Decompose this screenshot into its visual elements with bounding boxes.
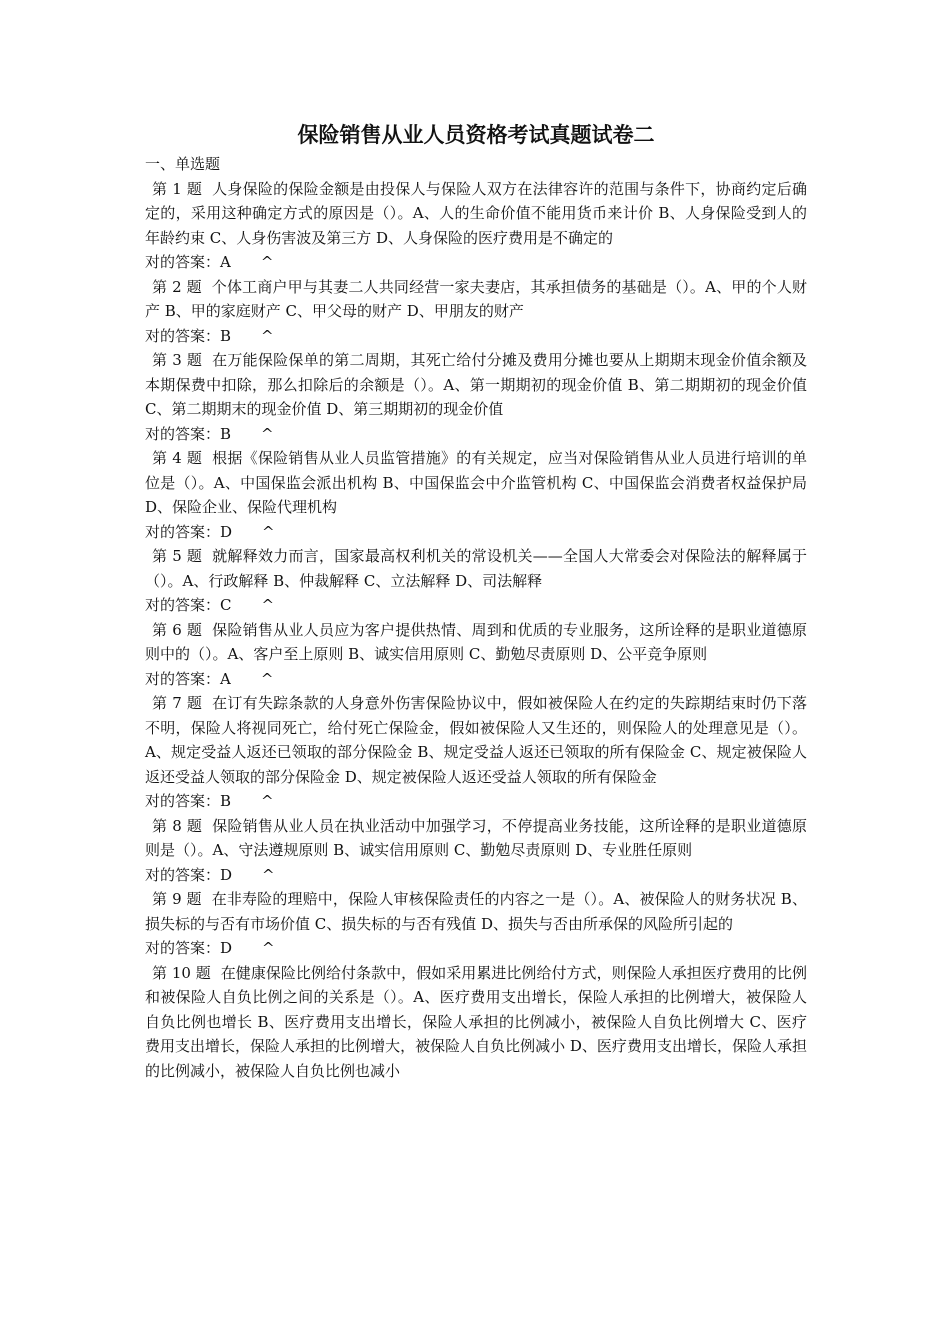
question-8 bbox=[145, 814, 807, 863]
answer-1 bbox=[145, 250, 807, 275]
question-text: 在非寿险的理赔中，保险人审核保险责任的内容之一是（）。A、被保险人的财务状况 B、损失标的与否有市场价值 C、损失标的与否有残值 D、损失与否由所承保的风险所引起的 bbox=[145, 890, 807, 933]
question-number: 第 7 题 bbox=[152, 694, 203, 712]
question-2 bbox=[145, 275, 807, 324]
answer-9 bbox=[145, 936, 807, 961]
answer-label: 对的答案：B bbox=[145, 792, 232, 810]
question-number: 第 9 题 bbox=[152, 890, 202, 908]
answer-8 bbox=[145, 863, 807, 888]
answer-label: 对的答案：D bbox=[145, 939, 233, 957]
answer-2 bbox=[145, 324, 807, 349]
question-number: 第 2 题 bbox=[152, 277, 202, 296]
caret-mark: ^ bbox=[262, 939, 275, 957]
question-6 bbox=[145, 618, 807, 667]
answer-label: 对的答案：C bbox=[145, 596, 232, 614]
answer-6 bbox=[145, 667, 807, 692]
question-number: 第 4 题 bbox=[152, 449, 203, 467]
question-3 bbox=[145, 348, 807, 422]
question-text: 个体工商户甲与其妻二人共同经营一家夫妻店，其承担债务的基础是（）。A、甲的个人财产 B、甲的家庭财产 C、甲父母的财产 D、甲朋友的财产 bbox=[145, 277, 807, 320]
answer-label: 对的答案：A bbox=[145, 253, 231, 271]
question-number: 第 6 题 bbox=[152, 620, 203, 639]
answer-label: 对的答案：A bbox=[145, 669, 231, 688]
answer-4 bbox=[145, 520, 807, 545]
question-number: 第 8 题 bbox=[152, 816, 203, 835]
caret-mark: ^ bbox=[260, 669, 274, 688]
question-1 bbox=[145, 177, 807, 251]
caret-mark: ^ bbox=[261, 596, 275, 614]
question-text: 在订有失踪条款的人身意外伤害保险协议中，假如被保险人在约定的失踪期结束时仍下落不明，保险人将视同死亡，给付死亡保险金，假如被保险人又生还的，则保险人的处理意见是（）。A、规定受益人返还已领取的部分保险金 B、规定受益人返还已领取的所有保险金 C、规定被保险人返还受益人领取的部分保险金 D、规定被保险人返还受益人领取的所有保险金 bbox=[145, 694, 807, 786]
question-text: 人身保险的保险金额是由投保人与保险人双方在法律容许的范围与条件下，协商约定后确定的，采用这种确定方式的原因是（）。A、人的生命价值不能用货币来计价 B、人身保险受到人的年龄约束 C、人身伤害波及第三方 D、人身保险的医疗费用是不确定的 bbox=[145, 179, 807, 247]
caret-mark: ^ bbox=[262, 865, 275, 884]
question-10 bbox=[145, 961, 807, 1084]
question-text: 保险销售从业人员在执业活动中加强学习，不停提高业务技能，这所诠释的是职业道德原则是（）。A、守法遵规原则 B、诚实信用原则 C、勤勉尽责原则 D、专业胜任原则 bbox=[145, 816, 807, 859]
answer-3 bbox=[145, 422, 807, 447]
question-text: 就解释效力而言，国家最高权利机关的常设机关——全国人大常委会对保险法的解释属于（）。A、行政解释 B、仲裁解释 C、立法解释 D、司法解释 bbox=[145, 547, 807, 590]
document-title: 保险销售从业人员资格考试真题试卷二 bbox=[297, 122, 655, 147]
caret-mark: ^ bbox=[261, 792, 274, 810]
answer-label: 对的答案：B bbox=[145, 326, 232, 345]
answer-label: 对的答案：D bbox=[145, 522, 233, 541]
answer-5 bbox=[145, 593, 807, 618]
question-text: 根据《保险销售从业人员监管措施》的有关规定，应当对保险销售从业人员进行培训的单位是（）。A、中国保监会派出机构 B、中国保监会中介监管机构 C、中国保监会消费者权益保护局 D、保险企业、保险代理机构 bbox=[145, 449, 807, 516]
question-text: 保险销售从业人员应为客户提供热情、周到和优质的专业服务，这所诠释的是职业道德原则中的（）。A、客户至上原则 B、诚实信用原则 C、勤勉尽责原则 D、公平竞争原则 bbox=[145, 620, 807, 663]
caret-mark: ^ bbox=[262, 522, 275, 541]
caret-mark: ^ bbox=[260, 253, 274, 271]
question-7 bbox=[145, 691, 807, 789]
question-4 bbox=[145, 446, 807, 520]
question-5 bbox=[145, 544, 807, 593]
question-number: 第 10 题 bbox=[152, 963, 211, 982]
question-number: 第 3 题 bbox=[152, 351, 203, 369]
answer-label: 对的答案：B bbox=[145, 424, 232, 443]
question-text: 在万能保险保单的第二周期，其死亡给付分摊及费用分摊也要从上期期末现金价值余额及本期保费中扣除，那么扣除后的余额是（）。A、第一期期初的现金价值 B、第二期期初的现金价值 C、第二期期末的现金价值 D、第三期期初的现金价值 bbox=[145, 351, 807, 418]
section-heading: 一、单选题 bbox=[145, 155, 221, 173]
answer-7 bbox=[145, 789, 807, 814]
document-page bbox=[145, 118, 807, 1083]
answer-label: 对的答案：D bbox=[145, 865, 233, 884]
question-text: 在健康保险比例给付条款中，假如采用累进比例给付方式，则保险人承担医疗费用的比例和被保险人自负比例之间的关系是（）。A、医疗费用支出增长，保险人承担的比例增大，被保险人自负比例也增长 B、医疗费用支出增长，保险人承担的比例减小，被保险人自负比例增大 C、医疗费用支出增长，保险人承担的比例增大，被保险人自负比例减小 D、医疗费用支出增长，保险人承担的比例减小，被保险人自负比例也减小 bbox=[145, 963, 807, 1080]
question-number: 第 5 题 bbox=[152, 547, 203, 565]
question-9 bbox=[145, 887, 807, 936]
caret-mark: ^ bbox=[261, 424, 274, 443]
question-number: 第 1 题 bbox=[152, 179, 203, 198]
caret-mark: ^ bbox=[261, 326, 274, 345]
